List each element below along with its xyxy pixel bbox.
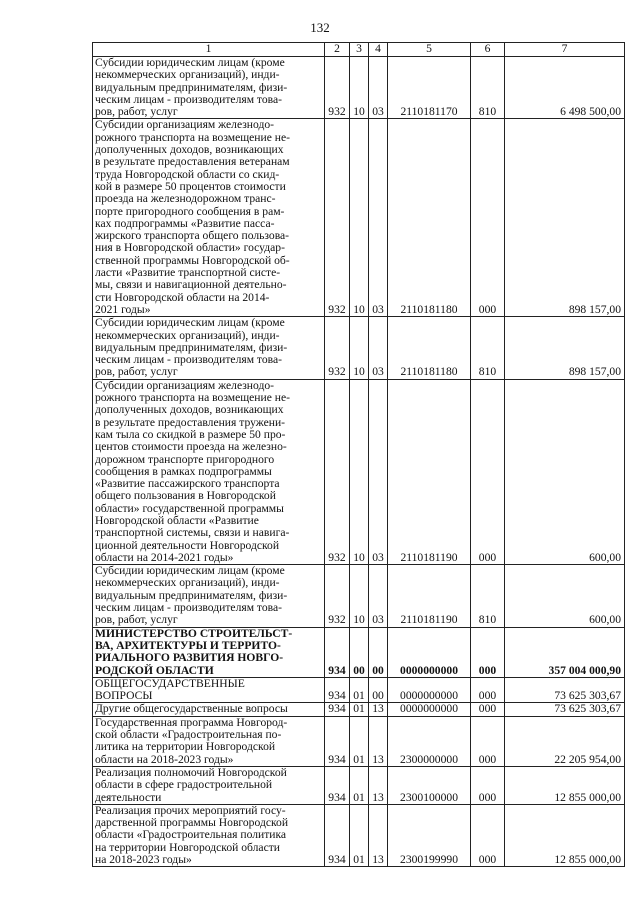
budget-table <box>92 42 625 867</box>
table-row <box>93 703 625 716</box>
column-header: 3 <box>350 43 369 57</box>
item-name-line: мы, связи и навигационной деятельно- <box>95 278 287 292</box>
item-name-line: ской области «Градостроительная по- <box>95 728 282 742</box>
item-name-line: области на 2014-2021 годы» <box>95 550 234 564</box>
expense-type-code: 810 <box>471 57 505 119</box>
item-name-line: «Развитие пассажирского транспорта <box>95 477 280 491</box>
item-name-line: ВОПРОСЫ <box>95 689 153 703</box>
section-code: 10 <box>350 379 369 564</box>
table-row <box>93 716 625 766</box>
column-header: 4 <box>369 43 388 57</box>
section-code: 10 <box>350 565 369 627</box>
ministry-code: 934 <box>325 716 350 766</box>
item-name-line: ров, работ, услуг <box>95 105 178 119</box>
item-name-line: области «Градостроительная политика <box>95 828 287 842</box>
item-name <box>93 804 325 866</box>
item-name-line: некоммерческих организаций), инди- <box>95 576 280 590</box>
target-article-code: 2300000000 <box>388 716 471 766</box>
subsection-code: 03 <box>369 317 388 379</box>
expense-type-code: 000 <box>471 379 505 564</box>
table-row <box>93 804 625 866</box>
item-name-line: РИАЛЬНОГО РАЗВИТИЯ НОВГО- <box>95 651 284 665</box>
section-code: 01 <box>350 703 369 716</box>
table-row <box>93 766 625 804</box>
target-article-code: 2110181180 <box>388 119 471 317</box>
column-header: 6 <box>471 43 505 57</box>
amount: 12 855 000,00 <box>505 766 625 804</box>
item-name <box>93 565 325 627</box>
item-name-line: дополученных доходов, возникающих <box>95 403 284 417</box>
item-name <box>93 627 325 677</box>
item-name-line: транспортной системы, связи и навига- <box>95 526 290 540</box>
item-name-line: ческим лицам - производителям това- <box>95 92 282 106</box>
item-name <box>93 57 325 119</box>
section-code: 10 <box>350 317 369 379</box>
target-article-code: 2300100000 <box>388 766 471 804</box>
expense-type-code: 810 <box>471 317 505 379</box>
item-name-line: Реализация прочих мероприятий госу- <box>95 804 286 817</box>
subsection-code: 03 <box>369 379 388 564</box>
item-name-line: Государственная программа Новгород- <box>95 716 288 729</box>
expense-type-code: 000 <box>471 716 505 766</box>
item-name <box>93 119 325 317</box>
item-name-line: рожного транспорта на возмещение не- <box>95 391 290 405</box>
section-code: 01 <box>350 716 369 766</box>
item-name-line: некоммерческих организаций), инди- <box>95 328 280 342</box>
item-name-line: порте пригородного сообщения в рам- <box>95 204 285 218</box>
target-article-code: 2110181190 <box>388 379 471 564</box>
amount: 12 855 000,00 <box>505 804 625 866</box>
column-header: 7 <box>505 43 625 57</box>
subsection-code: 03 <box>369 119 388 317</box>
ministry-code: 932 <box>325 565 350 627</box>
section-code: 01 <box>350 766 369 804</box>
item-name-line: дополученных доходов, возникающих <box>95 143 284 157</box>
target-article-code: 2110181190 <box>388 565 471 627</box>
item-name-line: ВА, АРХИТЕКТУРЫ И ТЕРРИТО- <box>95 638 281 652</box>
ministry-code: 934 <box>325 677 350 703</box>
item-name-line: Субсидии организациям железнодо- <box>95 379 275 392</box>
item-name-line: ОБЩЕГОСУДАРСТВЕННЫЕ <box>95 677 245 690</box>
target-article-code: 2110181180 <box>388 317 471 379</box>
subsection-code: 13 <box>369 766 388 804</box>
item-name-line: ционной деятельности Новгородской <box>95 538 280 552</box>
item-name-line: МИНИСТЕРСТВО СТРОИТЕЛЬСТ- <box>95 627 293 640</box>
item-name-line: Реализация полномочий Новгородской <box>95 766 287 779</box>
target-article-code: 0000000000 <box>388 627 471 677</box>
expense-type-code: 000 <box>471 766 505 804</box>
item-name-line: кой в размере 50 процентов стоимости <box>95 179 286 193</box>
item-name-line: ческим лицам - производителям това- <box>95 601 282 615</box>
section-code: 01 <box>350 677 369 703</box>
page-number: 132 <box>310 20 330 35</box>
expense-type-code: 000 <box>471 627 505 677</box>
target-article-code: 0000000000 <box>388 677 471 703</box>
subsection-code: 00 <box>369 627 388 677</box>
item-name-line: в результате предоставления тружени- <box>95 415 286 429</box>
ministry-code: 934 <box>325 766 350 804</box>
item-name-line: видуальным предпринимателям, физи- <box>95 588 288 602</box>
item-name-line: на территории Новгородской области <box>95 840 280 854</box>
item-name-line: сти Новгородской области на 2014- <box>95 290 270 304</box>
item-name-line: труда Новгородской области со скид- <box>95 167 280 181</box>
item-name-line: Другие общегосударственные вопросы <box>95 702 288 716</box>
ministry-code: 932 <box>325 57 350 119</box>
item-name-line: ках подпрограммы «Развитие пасса- <box>95 216 275 230</box>
item-name-line: сообщения в рамках подпрограммы <box>95 464 272 478</box>
item-name <box>93 703 325 716</box>
column-header: 1 <box>93 43 325 57</box>
item-name-line: дарственной программы Новгородской <box>95 816 289 830</box>
subsection-code: 00 <box>369 677 388 703</box>
item-name-line: Субсидии юридическим лицам (кроме <box>95 316 285 330</box>
expense-type-code: 000 <box>471 703 505 716</box>
item-name-line: рожного транспорта на возмещение не- <box>95 130 290 144</box>
table-row <box>93 317 625 379</box>
table-row <box>93 565 625 627</box>
item-name-line: деятельности <box>95 790 162 804</box>
subsection-code: 03 <box>369 57 388 119</box>
ministry-code: 934 <box>325 627 350 677</box>
item-name-line: видуальным предпринимателям, физи- <box>95 80 288 94</box>
item-name-line: видуальным предпринимателям, физи- <box>95 340 288 354</box>
section-code: 01 <box>350 804 369 866</box>
item-name-line: на 2018-2023 годы» <box>95 853 192 866</box>
amount: 357 004 000,90 <box>505 627 625 677</box>
section-code: 10 <box>350 119 369 317</box>
item-name-line: жирского транспорта общего пользова- <box>95 229 290 243</box>
item-name-line: общего пользования в Новгородской <box>95 489 276 503</box>
target-article-code: 2300199990 <box>388 804 471 866</box>
amount: 6 498 500,00 <box>505 57 625 119</box>
expense-type-code: 000 <box>471 119 505 317</box>
column-header: 5 <box>388 43 471 57</box>
amount: 600,00 <box>505 565 625 627</box>
table-body <box>93 57 625 867</box>
subsection-code: 13 <box>369 703 388 716</box>
amount: 73 625 303,67 <box>505 677 625 703</box>
amount: 600,00 <box>505 379 625 564</box>
amount: 898 157,00 <box>505 119 625 317</box>
item-name-line: Субсидии юридическим лицам (кроме <box>95 564 285 578</box>
table-row <box>93 677 625 703</box>
item-name-line: Новгородской области «Развитие <box>95 513 259 527</box>
item-name <box>93 716 325 766</box>
item-name <box>93 379 325 564</box>
item-name-line: некоммерческих организаций), инди- <box>95 68 280 82</box>
item-name-line: ния в Новгородской области» государ- <box>95 241 285 255</box>
item-name-line: области в сфере градостроительной <box>95 778 273 792</box>
amount: 22 205 954,00 <box>505 716 625 766</box>
target-article-code: 0000000000 <box>388 703 471 716</box>
subsection-code: 13 <box>369 716 388 766</box>
target-article-code: 2110181170 <box>388 57 471 119</box>
amount: 73 625 303,67 <box>505 703 625 716</box>
table-row <box>93 379 625 564</box>
subsection-code: 13 <box>369 804 388 866</box>
ministry-code: 932 <box>325 119 350 317</box>
item-name <box>93 317 325 379</box>
item-name-line: Субсидии организациям железнодо- <box>95 118 275 132</box>
item-name-line: 2021 годы» <box>95 302 151 316</box>
ministry-code: 932 <box>325 317 350 379</box>
table-row <box>93 119 625 317</box>
item-name-line: Субсидии юридическим лицам (кроме <box>95 56 285 69</box>
section-code: 10 <box>350 57 369 119</box>
expense-type-code: 000 <box>471 804 505 866</box>
item-name-line: ственной программы Новгородской об- <box>95 253 290 267</box>
ministry-code: 932 <box>325 379 350 564</box>
column-header-row <box>93 43 625 57</box>
ministry-code: 934 <box>325 804 350 866</box>
expense-type-code: 810 <box>471 565 505 627</box>
item-name <box>93 677 325 703</box>
amount: 898 157,00 <box>505 317 625 379</box>
item-name-line: центов стоимости проезда на железно- <box>95 440 287 454</box>
item-name-line: кам тыла со скидкой в размере 50 про- <box>95 427 286 441</box>
item-name-line: области» государственной программы <box>95 501 284 515</box>
item-name-line: в результате предоставления ветеранам <box>95 155 290 169</box>
item-name-line: ческим лицам - производителям това- <box>95 353 282 367</box>
item-name-line: ласти «Развитие транспортной систе- <box>95 266 281 280</box>
column-header: 2 <box>325 43 350 57</box>
item-name-line: РОДСКОЙ ОБЛАСТИ <box>95 663 214 677</box>
item-name-line: ров, работ, услуг <box>95 365 178 379</box>
item-name-line: проезда на железнодорожном транс- <box>95 192 276 206</box>
table-row <box>93 627 625 677</box>
item-name <box>93 766 325 804</box>
ministry-code: 934 <box>325 703 350 716</box>
item-name-line: области на 2018-2023 годы» <box>95 752 234 766</box>
item-name-line: дорожном транспорте пригородного <box>95 452 275 466</box>
item-name-line: литика на территории Новгородской <box>95 740 276 754</box>
expense-type-code: 000 <box>471 677 505 703</box>
table-row <box>93 57 625 119</box>
item-name-line: ров, работ, услуг <box>95 613 178 627</box>
section-code: 00 <box>350 627 369 677</box>
subsection-code: 03 <box>369 565 388 627</box>
